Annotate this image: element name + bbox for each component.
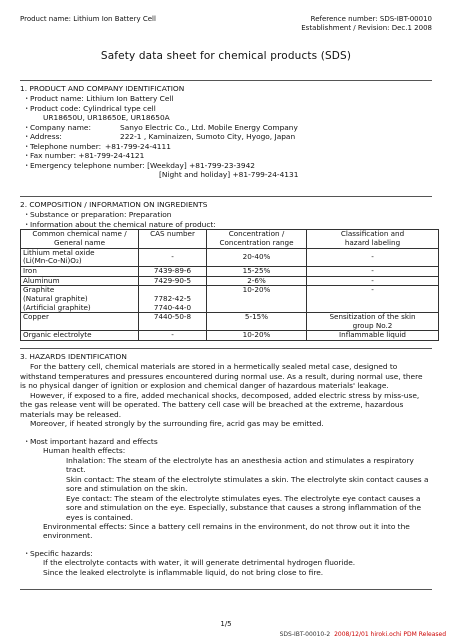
skin-contact-text: Skin contact: The steam of the electrolyte stimulates a skin. The electrolyte skin contact causes a sore and stimulation on the skin. — [66, 474, 429, 494]
table-row — [21, 286, 439, 313]
paragraph: Moreover, if heated strongly by the surrounding fire, acrid gas may be emitted. — [30, 419, 324, 429]
section-1 — [20, 84, 430, 180]
cell-conc: 5-15% — [207, 313, 307, 331]
cell-name: Copper — [21, 313, 139, 331]
cell-cls: - — [307, 276, 439, 286]
cell-cas: - — [139, 331, 207, 341]
header-revision: Establishment / Revision: Dec.1 2008 — [301, 23, 432, 32]
paragraph: However, if exposed to a fire, added mechanical shocks, decomposed, added electric stress by miss-use, the gas release vent will be operated. The battery cell case will be breached at the extreme, hazardous materials may be released. — [20, 390, 420, 419]
list-item: ・ Company name: Sanyo Electric Co., Ltd. Mobile Energy Company — [23, 122, 298, 132]
divider — [20, 589, 432, 590]
section-1-heading: 1. PRODUCT AND COMPANY IDENTIFICATION — [20, 84, 185, 93]
header-reference-number: Reference number: SDS-IBT-00010 — [310, 15, 432, 23]
ingredients-table — [20, 229, 439, 341]
cell-conc: 10-20% — [207, 331, 307, 341]
table-row — [21, 313, 439, 331]
section-2-heading: 2. COMPOSITION / INFORMATION ON INGREDIENTS — [20, 200, 208, 209]
environmental-effects-text: Environmental effects: Since a battery cell remains in the environment, do not throw out it into the environment. — [43, 521, 410, 541]
header-reference — [301, 15, 432, 33]
list-item: ・ Emergency telephone number: [Weekday] +81-799-23-3942 — [23, 160, 255, 170]
col-header: CAS number — [139, 230, 207, 248]
cell-name: Graphite (Natural graphite) (Artificial graphite) — [21, 286, 139, 313]
table-row — [21, 248, 439, 266]
section-3 — [20, 352, 430, 577]
list-item: ・ Information about the chemical nature of product: — [23, 219, 216, 229]
page-number: 1/5 — [220, 620, 232, 628]
col-header: Common chemical name / General name — [21, 230, 139, 248]
cell-cas: - — [139, 248, 207, 266]
cell-cas: 7782-42-5 7740-44-0 — [139, 286, 207, 313]
specific-hazard-text: Since the leaked electrolyte is inflammable liquid, do not bring close to fire. — [43, 567, 324, 577]
cell-name: Aluminum — [21, 276, 139, 286]
list-item: ・ Product name: Lithium Ion Battery Cell — [23, 94, 174, 104]
cell-conc: 20-40% — [207, 248, 307, 266]
list-item: ・ Product code: Cylindrical type cell — [23, 103, 156, 113]
specific-hazard-text: If the electrolyte contacts with water, it will generate detrimental hydrogen fluoride. — [43, 558, 356, 568]
cell-name: Lithium metal oxide (Li(Mn-Co-Ni)O₂) — [21, 248, 139, 266]
eye-contact-text: Eye contact: The steam of the electrolyte stimulates eyes. The electrolyte eye contact causes a sore and stimulation on the eye. Especially, substance that causes a strong inflammation of the eyes is contained. — [66, 493, 422, 522]
cell-conc: 15-25% — [207, 266, 307, 276]
cell-cas: 7429-90-5 — [139, 276, 207, 286]
section-2 — [20, 200, 430, 341]
cell-cls: Sensitization of the skin group No.2 — [307, 313, 439, 331]
cell-conc: 10-20% — [207, 286, 307, 313]
cell-name: Organic electrolyte — [21, 331, 139, 341]
paragraph: For the battery cell, chemical materials are stored in a hermetically sealed metal case, designed to withstand temperatures and pressures encountered during normal use. As a result, during normal use, there is no physical danger of ignition or explosion and chemical danger of hazardous materials' leakage. — [20, 362, 423, 391]
cell-cls: - — [307, 248, 439, 266]
list-item: ・ Address: 222-1 , Kaminaizen, Sumoto City, Hyogo, Japan — [23, 132, 296, 142]
list-item: ・ Fax number: +81-799-24-4121 — [23, 151, 145, 161]
emergency-night: [Night and holiday] +81-799-24-4131 — [159, 170, 299, 180]
header-product-name: Product name: Lithium Ion Battery Cell — [20, 15, 156, 23]
cell-cas: 7440-50-8 — [139, 313, 207, 331]
divider — [20, 348, 432, 349]
col-header: Classification and hazard labeling — [307, 230, 439, 248]
table-row — [21, 331, 439, 341]
cell-cls: Inflammable liquid — [307, 331, 439, 341]
section-3-heading: 3. HAZARDS IDENTIFICATION — [20, 352, 127, 361]
list-item: ・ Substance or preparation: Preparation — [23, 210, 172, 220]
list-item: ・ Telephone number: +81-799-24-4111 — [23, 141, 171, 151]
cell-cls: - — [307, 266, 439, 276]
list-item: ・ Specific hazards: — [23, 548, 93, 558]
cell-cls: - — [307, 286, 439, 313]
inhalation-text: Inhalation: The steam of the electrolyte has an anesthesia action and stimulates a respiratory tract. — [66, 455, 414, 475]
document-title: Safety data sheet for chemical products (SDS) — [100, 50, 352, 62]
human-effects-label: Human health effects: — [43, 446, 126, 456]
table-row — [21, 276, 439, 286]
cell-conc: 2-6% — [207, 276, 307, 286]
cell-name: Iron — [21, 266, 139, 276]
col-header: Concentration / Concentration range — [207, 230, 307, 248]
divider — [20, 196, 432, 197]
page-header — [20, 15, 432, 37]
divider — [20, 80, 432, 81]
table-header-row — [21, 230, 439, 248]
table-row — [21, 266, 439, 276]
product-code-values: UR18650U, UR18650E, UR18650A — [43, 113, 170, 123]
cell-cas: 7439-89-6 — [139, 266, 207, 276]
list-item: ・ Most important hazard and effects — [23, 436, 158, 446]
release-stamp: 2008/12/01 hiroki.ochi PDM Released — [334, 631, 446, 638]
document-id: SDS-IBT-00010-2 2008/12/01 hiroki.ochi PDM Released — [279, 631, 446, 638]
